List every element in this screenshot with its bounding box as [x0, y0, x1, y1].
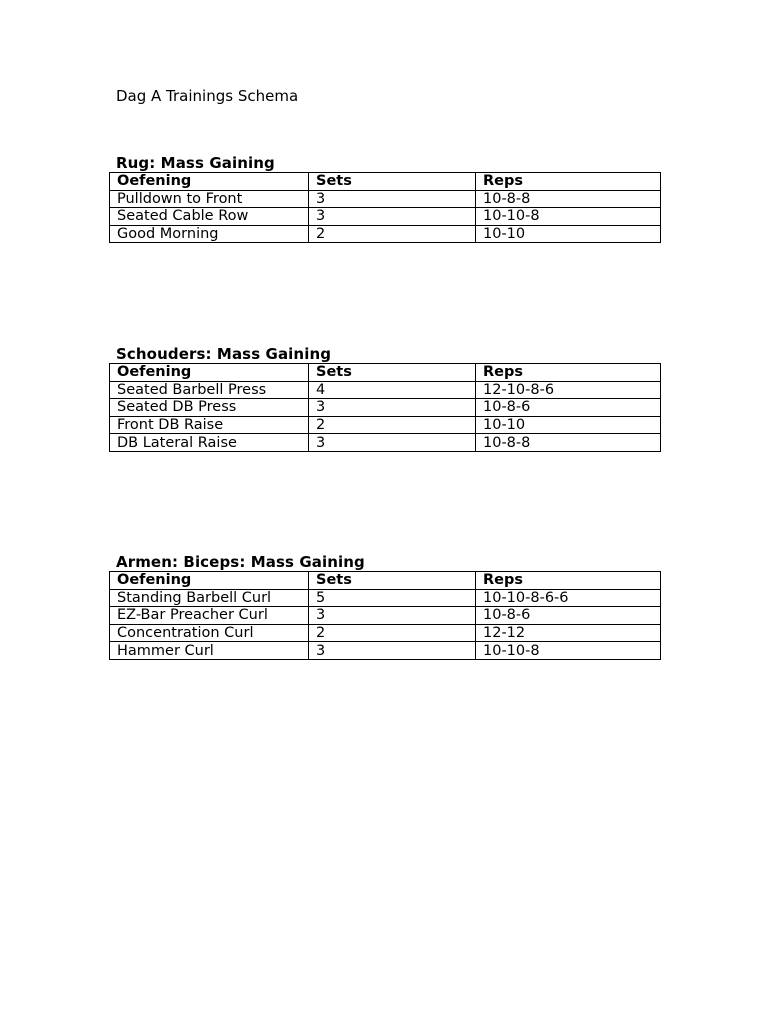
table-row: [110, 399, 661, 417]
table-row: [110, 225, 661, 243]
sets-cell: 3: [309, 399, 476, 417]
table-row: [110, 190, 661, 208]
column-header-sets: Sets: [309, 572, 476, 590]
reps-cell: 10-8-6: [476, 607, 661, 625]
section-heading: Armen: Biceps: Mass Gaining: [116, 553, 365, 571]
column-header-exercise: Oefening: [110, 572, 309, 590]
column-header-reps: Reps: [476, 364, 661, 382]
column-header-reps: Reps: [476, 572, 661, 590]
exercise-cell: Pulldown to Front: [110, 190, 309, 208]
reps-cell: 10-10-8-6-6: [476, 589, 661, 607]
section-heading: Schouders: Mass Gaining: [116, 345, 332, 363]
sets-cell: 2: [309, 624, 476, 642]
exercise-cell: Seated Barbell Press: [110, 381, 309, 399]
column-header-exercise: Oefening: [110, 173, 309, 191]
table-row: [110, 434, 661, 452]
reps-cell: 10-8-6: [476, 399, 661, 417]
table-row: [110, 416, 661, 434]
section-rug: [109, 154, 660, 243]
reps-cell: 10-8-8: [476, 434, 661, 452]
table-row: [110, 208, 661, 226]
sets-cell: 3: [309, 642, 476, 660]
exercise-table: [109, 363, 661, 452]
reps-cell: 10-10: [476, 416, 661, 434]
exercise-cell: Seated DB Press: [110, 399, 309, 417]
table-row: [110, 381, 661, 399]
exercise-cell: Good Morning: [110, 225, 309, 243]
reps-cell: 10-10-8: [476, 208, 661, 226]
table-header-row: [110, 173, 661, 191]
reps-cell: 10-10: [476, 225, 661, 243]
table-row: [110, 624, 661, 642]
column-header-exercise: Oefening: [110, 364, 309, 382]
exercise-cell: DB Lateral Raise: [110, 434, 309, 452]
document-title: Dag A Trainings Schema: [116, 87, 299, 105]
exercise-cell: EZ-Bar Preacher Curl: [110, 607, 309, 625]
exercise-table: [109, 571, 661, 660]
sets-cell: 5: [309, 589, 476, 607]
sets-cell: 2: [309, 416, 476, 434]
exercise-cell: Hammer Curl: [110, 642, 309, 660]
table-row: [110, 642, 661, 660]
exercise-cell: Standing Barbell Curl: [110, 589, 309, 607]
sets-cell: 3: [309, 434, 476, 452]
section-schouders: [109, 345, 660, 452]
sets-cell: 4: [309, 381, 476, 399]
exercise-cell: Front DB Raise: [110, 416, 309, 434]
table-header-row: [110, 364, 661, 382]
column-header-sets: Sets: [309, 173, 476, 191]
table-header-row: [110, 572, 661, 590]
reps-cell: 10-10-8: [476, 642, 661, 660]
reps-cell: 10-8-8: [476, 190, 661, 208]
reps-cell: 12-10-8-6: [476, 381, 661, 399]
table-row: [110, 589, 661, 607]
sets-cell: 2: [309, 225, 476, 243]
section-heading: Rug: Mass Gaining: [116, 154, 275, 172]
exercise-table: [109, 172, 661, 243]
reps-cell: 12-12: [476, 624, 661, 642]
sets-cell: 3: [309, 607, 476, 625]
exercise-cell: Concentration Curl: [110, 624, 309, 642]
column-header-reps: Reps: [476, 173, 661, 191]
column-header-sets: Sets: [309, 364, 476, 382]
section-armen: [109, 553, 660, 660]
sets-cell: 3: [309, 190, 476, 208]
table-row: [110, 607, 661, 625]
exercise-cell: Seated Cable Row: [110, 208, 309, 226]
sets-cell: 3: [309, 208, 476, 226]
